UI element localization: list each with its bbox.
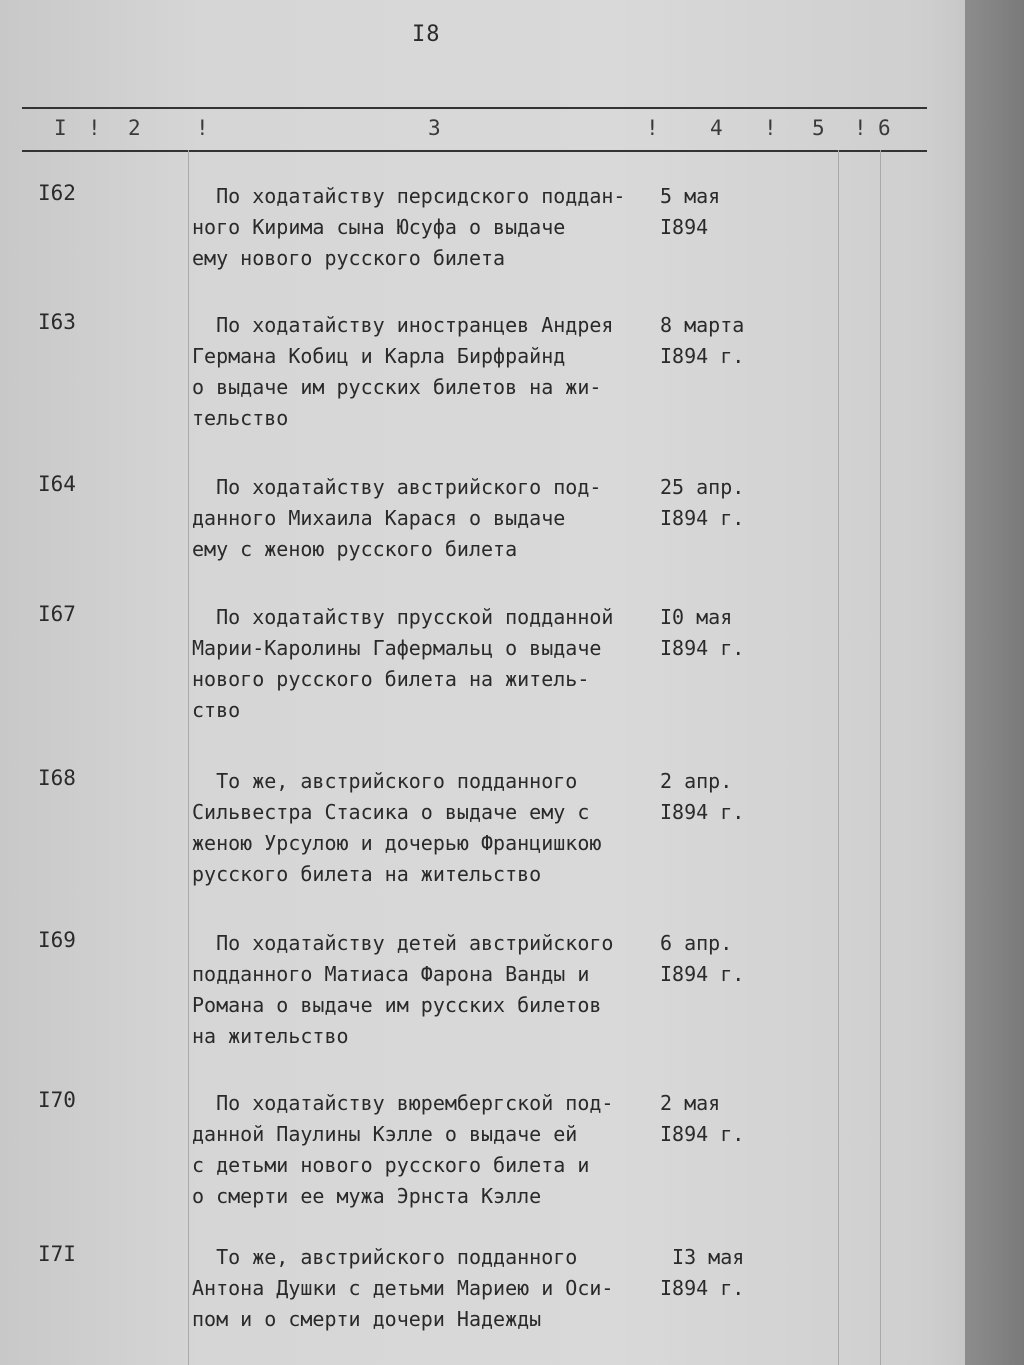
entry-description: По ходатайству вюрембергской под- данной Паулины Кэлле о выдаче ей с детьми нового русского билета и о смерти ее мужа Эрнста Кэлле (192, 1091, 614, 1208)
entry-number: I7I (38, 1242, 76, 1266)
column-divider (188, 150, 189, 1365)
entry-number: I69 (38, 928, 76, 952)
entry-description: То же, австрийского подданного Сильвестра Стасика о выдаче ему с женою Урсулою и дочерью Францишкою русского билета на жительство (192, 769, 602, 886)
entry-description: По ходатайству иностранцев Андрея Германа Кобиц и Карла Бирфрайнд о выдаче им русских билетов на жи- тельство (192, 313, 614, 430)
entry-number: I62 (38, 181, 76, 205)
column-header-6: 6 (878, 116, 891, 140)
column-header-5: 5 (812, 116, 825, 140)
entry-date: 5 мая I894 (660, 184, 721, 239)
column-header-3: 3 (428, 116, 441, 140)
entry-number: I70 (38, 1088, 76, 1112)
page-number: I8 (412, 22, 441, 47)
entry-date: 8 марта I894 г. (660, 313, 745, 368)
header-bottom-rule (22, 150, 927, 152)
column-divider (880, 150, 881, 1365)
column-header-row (0, 110, 960, 150)
entry-date: 2 мая I894 г. (660, 1091, 745, 1146)
entry-date: 2 апр. I894 г. (660, 769, 745, 824)
entry-number: I68 (38, 766, 76, 790)
header-top-rule (22, 107, 927, 109)
entry-date: 25 апр. I894 г. (660, 475, 745, 530)
column-header-1: I (54, 116, 67, 140)
column-separator: ! (764, 116, 777, 140)
column-header-4: 4 (710, 116, 723, 140)
column-header-2: 2 (128, 116, 141, 140)
entry-description: По ходатайству прусской подданной Марии-Каролины Гафермальц о выдаче нового русского билета на житель- ство (192, 605, 614, 722)
page-edge-shadow (965, 0, 1024, 1365)
column-separator: ! (854, 116, 867, 140)
entry-number: I67 (38, 602, 76, 626)
entry-date: I0 мая I894 г. (660, 605, 745, 660)
entry-description: То же, австрийского подданного Антона Душки с детьми Мариею и Оси- пом и о смерти дочери Надежды (192, 1245, 614, 1331)
column-divider (838, 150, 839, 1365)
entry-description: По ходатайству австрийского под- данного Михаила Карася о выдаче ему с женою русского билета (192, 475, 602, 561)
column-separator: ! (196, 116, 209, 140)
entry-number: I64 (38, 472, 76, 496)
entry-description: По ходатайству детей австрийского подданного Матиаса Фарона Ванды и Романа о выдаче им русских билетов на жительство (192, 931, 614, 1048)
entry-date: I3 мая I894 г. (660, 1245, 745, 1300)
column-separator: ! (88, 116, 101, 140)
entry-date: 6 апр. I894 г. (660, 931, 745, 986)
column-separator: ! (646, 116, 659, 140)
entry-description: По ходатайству персидского поддан- ного Кирима сына Юсуфа о выдаче ему нового русского билета (192, 184, 626, 270)
entry-number: I63 (38, 310, 76, 334)
